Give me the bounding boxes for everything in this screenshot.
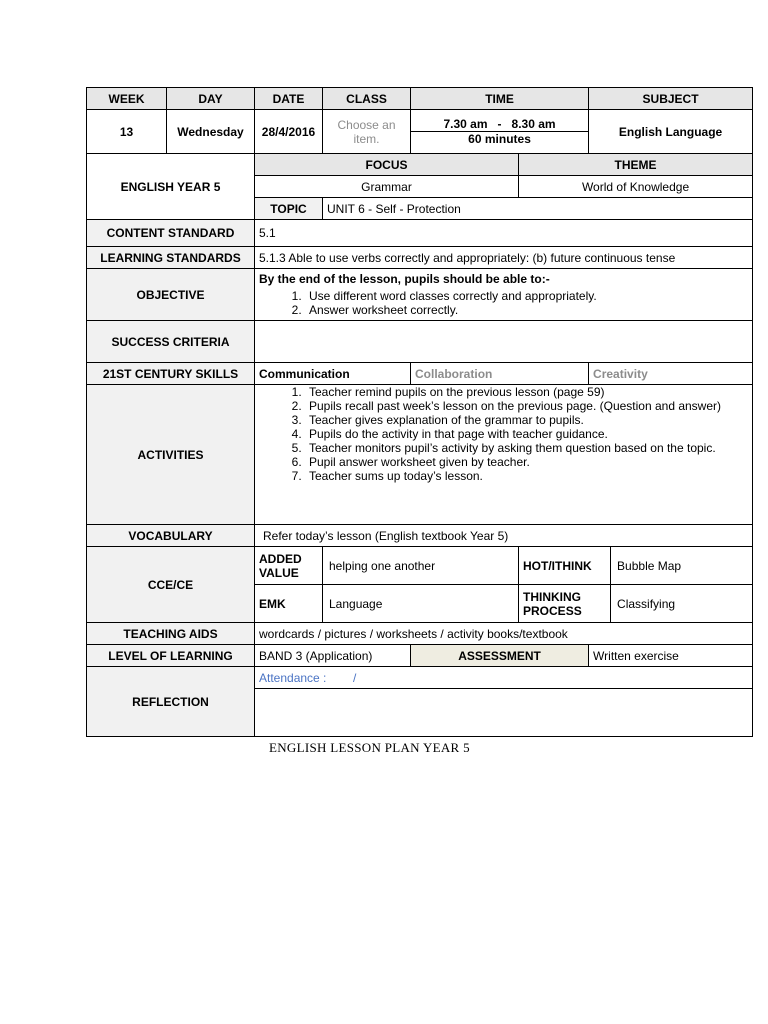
skill-creativity: Creativity <box>589 363 753 385</box>
focus-value: Grammar <box>255 176 519 198</box>
skill-communication: Communication <box>255 363 411 385</box>
emk-label: EMK <box>255 585 323 623</box>
level-value: BAND 3 (Application) <box>255 645 411 667</box>
document-footer: ENGLISH LESSON PLAN YEAR 5 <box>269 740 470 755</box>
vocabulary-label: VOCABULARY <box>87 525 255 547</box>
focus-label: FOCUS <box>255 154 519 176</box>
skills-label: 21ST CENTURY SKILLS <box>87 363 255 385</box>
header-class: CLASS <box>323 88 411 110</box>
content-standard-value: 5.1 <box>255 220 753 247</box>
success-criteria-value <box>255 321 753 363</box>
theme-value: World of Knowledge <box>519 176 753 198</box>
emk-value: Language <box>323 585 519 623</box>
reflection-label: REFLECTION <box>87 667 255 737</box>
activity-item: 7. Teacher sums up today’s lesson. <box>305 469 748 483</box>
header-time: TIME <box>411 88 589 110</box>
header-week: WEEK <box>87 88 167 110</box>
activity-item: 1. Teacher remind pupils on the previous lesson (page 59) <box>305 385 748 399</box>
date-value: 28/4/2016 <box>255 110 323 154</box>
assessment-value: Written exercise <box>589 645 753 667</box>
objective-label: OBJECTIVE <box>87 269 255 321</box>
theme-label: THEME <box>519 154 753 176</box>
attendance-field: Attendance : / <box>255 667 753 689</box>
thinking-process-value: Classifying <box>611 585 753 623</box>
hot-label: HOT/ITHINK <box>519 547 611 585</box>
content-standard-label: CONTENT STANDARD <box>87 220 255 247</box>
activities-content <box>255 385 753 525</box>
day-value: Wednesday <box>167 110 255 154</box>
activities-label: ACTIVITIES <box>87 385 255 525</box>
topic-label: TOPIC <box>255 198 323 220</box>
cce-label: CCE/CE <box>87 547 255 623</box>
teaching-aids-value: wordcards / pictures / worksheets / activity books/textbook <box>255 623 753 645</box>
time-range: 7.30 am - 8.30 am <box>443 117 556 131</box>
header-date: DATE <box>255 88 323 110</box>
english-year-label: ENGLISH YEAR 5 <box>87 154 255 220</box>
success-criteria-label: SUCCESS CRITERIA <box>87 321 255 363</box>
skill-collaboration: Collaboration <box>411 363 589 385</box>
subject-value: English Language <box>589 110 753 154</box>
topic-value: UNIT 6 - Self - Protection <box>323 198 753 220</box>
activity-item: 2. Pupils recall past week’s lesson on the previous page. (Question and answer) <box>305 399 748 413</box>
hot-value: Bubble Map <box>611 547 753 585</box>
added-value: helping one another <box>323 547 519 585</box>
thinking-process-label: THINKING PROCESS <box>519 585 611 623</box>
level-label: LEVEL OF LEARNING <box>87 645 255 667</box>
class-dropdown[interactable]: Choose an item. <box>323 110 411 154</box>
objective-intro: By the end of the lesson, pupils should be able to:- <box>259 272 550 286</box>
time-duration: 60 minutes <box>411 132 588 147</box>
week-value: 13 <box>87 110 167 154</box>
header-subject: SUBJECT <box>589 88 753 110</box>
vocabulary-value: Refer today’s lesson (English textbook Year 5) <box>255 525 753 547</box>
header-day: DAY <box>167 88 255 110</box>
objective-item: 1. Use different word classes correctly and appropriately. <box>305 289 748 303</box>
time-cell <box>411 110 589 154</box>
assessment-label: ASSESSMENT <box>411 645 589 667</box>
activity-item: 4. Pupils do the activity in that page with teacher guidance. <box>305 427 748 441</box>
added-value-label: ADDED VALUE <box>255 547 323 585</box>
objective-item: 2. Answer worksheet correctly. <box>305 303 748 317</box>
activity-item: 6. Pupil answer worksheet given by teacher. <box>305 455 748 469</box>
reflection-notes <box>255 689 753 737</box>
learning-standards-label: LEARNING STANDARDS <box>87 247 255 269</box>
learning-standards-value: 5.1.3 Able to use verbs correctly and appropriately: (b) future continuous tense <box>255 247 753 269</box>
activity-item: 5. Teacher monitors pupil’s activity by asking them question based on the topic. <box>305 441 748 455</box>
lesson-plan-table <box>86 87 753 737</box>
activity-item: 3. Teacher gives explanation of the grammar to pupils. <box>305 413 748 427</box>
objective-content <box>255 269 753 321</box>
teaching-aids-label: TEACHING AIDS <box>87 623 255 645</box>
